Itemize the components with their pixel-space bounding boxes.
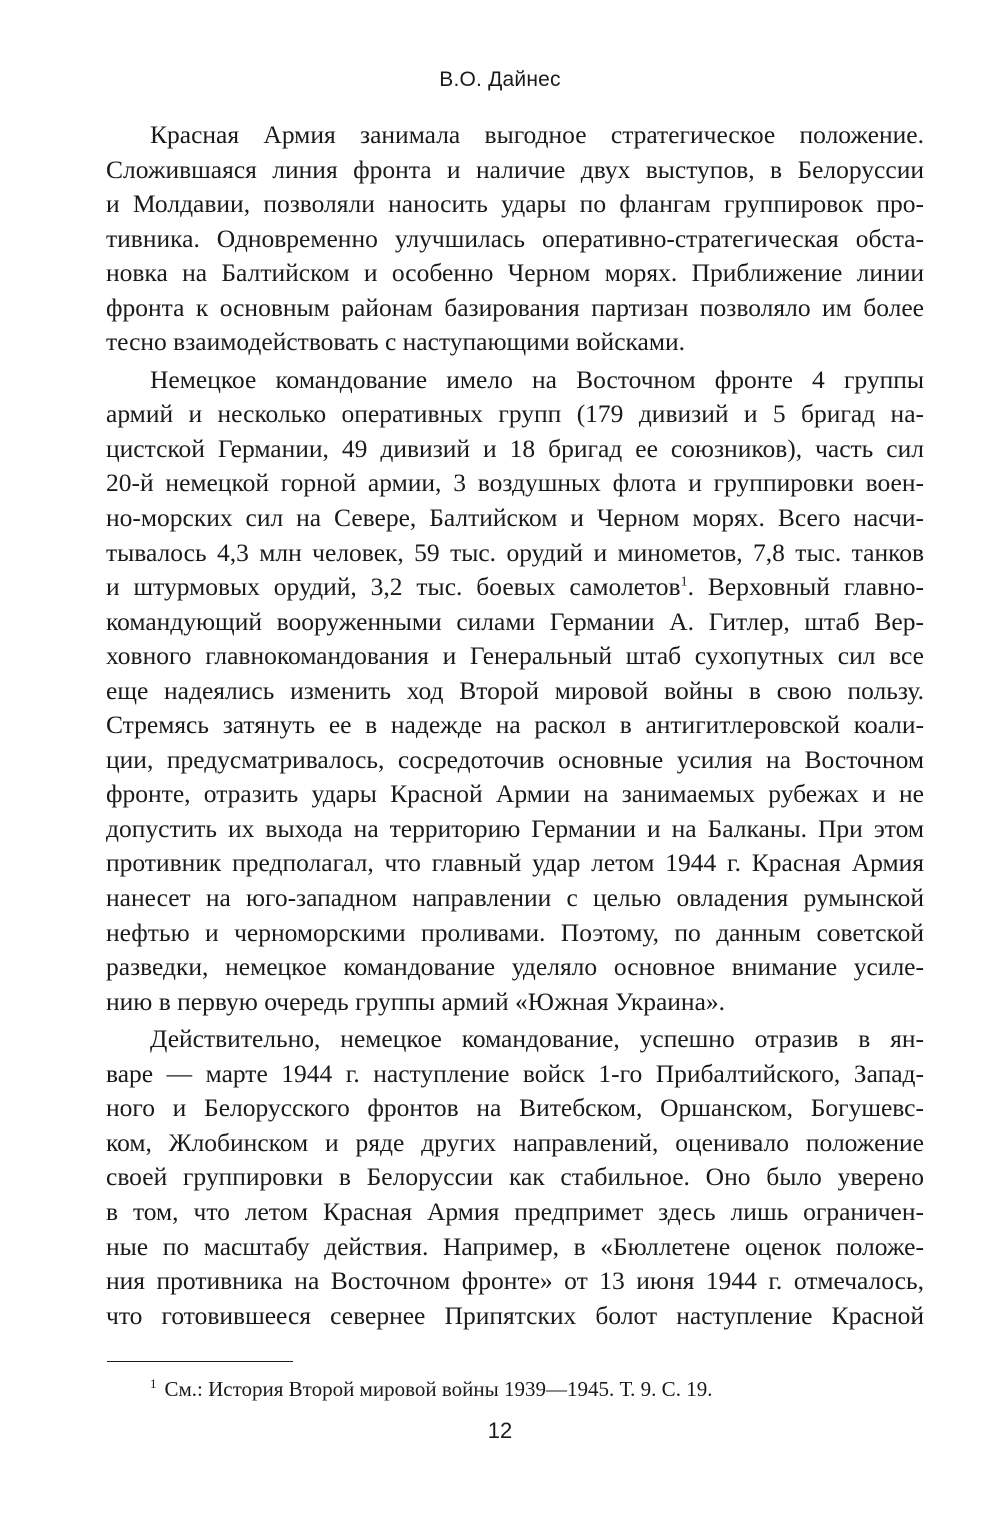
page-number: 12 <box>487 1418 513 1443</box>
text-line: нию в первую очередь группы армий «Южная Украина». <box>106 986 726 1016</box>
text-line: допустить их выхода на территорию Германии и на Балканы. При этом <box>106 813 924 843</box>
text-line: но-морских сил на Севере, Балтийском и Черном морях. Всего насчи- <box>106 503 924 533</box>
text-line-head: и штурмовых орудий, 3,2 тыс. боевых самолетов <box>106 572 681 602</box>
text-line: армий и несколько оперативных групп (179 дивизий и 5 бригад на- <box>106 399 924 429</box>
text-line: Красная Армия занимала выгодное стратегическое положение. <box>150 120 924 149</box>
running-head: В.О. Дайнес <box>439 68 561 91</box>
text-line: ком, Жлобинском и ряде других направлений, оценивало положение <box>106 1127 924 1157</box>
text-line: Немецкое командование имело на Восточном фронте 4 группы <box>150 364 924 394</box>
text-line: Стремясь затянуть ее в надежде на раскол в антигитлеровской коали- <box>106 710 924 740</box>
text-line: своей группировки в Белоруссии как стабильное. Оно было уверено <box>106 1162 924 1192</box>
text-line: ции, предусматривалось, сосредоточив основные усилия на Восточном <box>106 744 924 774</box>
text-line: командующий вооруженными силами Германии А. Гитлер, штаб Вер- <box>106 606 924 636</box>
text-line: разведки, немецкое командование уделяло основное внимание усиле- <box>106 952 924 982</box>
text-line-tail: . Верховный главно- <box>687 572 924 602</box>
text-line: Действительно, немецкое командование, успешно отразив в ян- <box>150 1024 924 1054</box>
text-line: противник предполагал, что главный удар летом 1944 г. Красная Армия <box>106 848 924 878</box>
text-line: ния противника на Восточном фронте» от 13 июня 1944 г. отмечалось, <box>106 1266 924 1296</box>
footnote <box>150 1376 712 1402</box>
text-line: фронте, отразить удары Красной Армии на занимаемых рубежах и не <box>106 779 924 809</box>
footnote-reference: 1 <box>680 574 688 590</box>
text-line: ховного главнокомандования и Генеральный штаб сухопутных сил все <box>106 641 924 671</box>
text-line: что готовившееся севернее Припятских болот наступление Красной <box>106 1300 924 1330</box>
text-line: нанесет на юго-западном направлении с целью овладения румынской <box>106 883 924 913</box>
text-line: тесно взаимодействовать с наступающими войсками. <box>106 327 685 357</box>
body-text <box>106 118 924 1333</box>
text-line: 20-й немецкой горной армии, 3 воздушных флота и группировки воен- <box>106 468 924 498</box>
footnote-text: См.: История Второй мировой войны 1939—1945. Т. 9. С. 19. <box>164 1377 713 1401</box>
text-line: новка на Балтийском и особенно Черном морях. Приближение линии <box>106 258 924 288</box>
footnote-number: 1 <box>150 1376 157 1391</box>
text-line: в том, что летом Красная Армия предпримет здесь лишь ограничен- <box>106 1196 924 1226</box>
footnote-divider <box>107 1361 293 1362</box>
text-line: тивника. Одновременно улучшилась оперативно-стратегическая обста- <box>106 223 924 253</box>
text-line: фронта к основным районам базирования партизан позволяло им более <box>106 292 924 322</box>
text-line: цистской Германии, 49 дивизий и 18 бригад ее союзников), часть сил <box>106 433 924 463</box>
text-line: ные по масштабу действия. Например, в «Бюллетене оценок положе- <box>106 1231 924 1261</box>
text-line: нефтью и черноморскими проливами. Поэтому, по данным советской <box>106 917 924 947</box>
text-line: варе — марте 1944 г. наступление войск 1-го Прибалтийского, Запад- <box>106 1058 924 1088</box>
text-line: тывалось 4,3 млн человек, 59 тыс. орудий и минометов, 7,8 тыс. танков <box>106 537 924 567</box>
text-line-with-footnote <box>106 570 924 605</box>
text-line: еще надеялись изменить ход Второй мировой войны в свою пользу. <box>106 675 924 705</box>
text-line: Сложившаяся линия фронта и наличие двух выступов, в Белоруссии <box>106 154 924 184</box>
text-line: ного и Белорусского фронтов на Витебском, Оршанском, Богушевс- <box>106 1093 924 1123</box>
text-line: и Молдавии, позволяли наносить удары по флангам группировок про- <box>106 189 924 219</box>
